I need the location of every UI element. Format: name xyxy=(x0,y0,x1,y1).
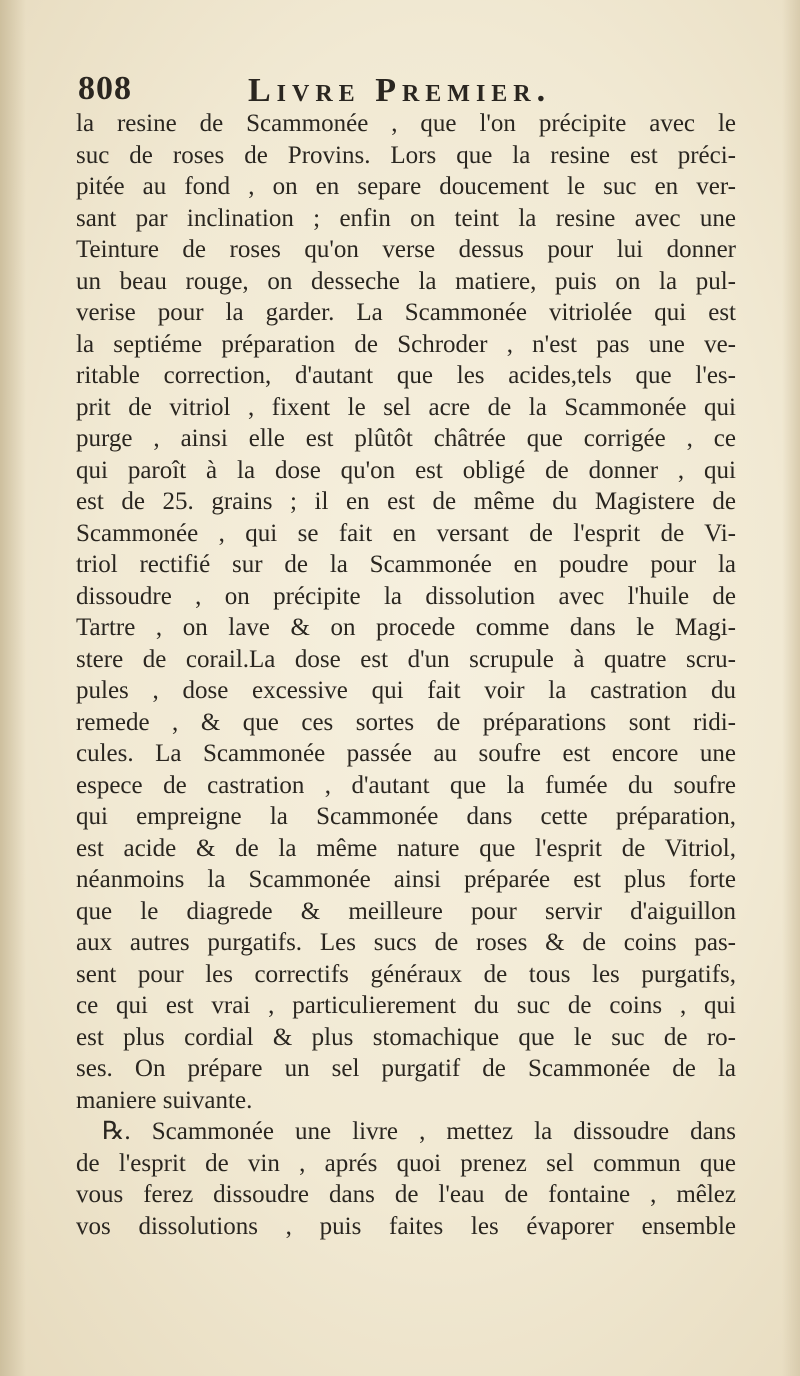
text-line: maniere suivante. xyxy=(76,1086,253,1114)
text-line: Tartre , on lave & on procede comme dans le Magi- xyxy=(76,614,736,641)
text-line: de l'esprit de vin , aprés quoi prenez sel commun que xyxy=(76,1149,736,1177)
text-line: Scammonée , qui se fait en versant de l'esprit de Vi- xyxy=(76,519,736,547)
text-line: vous ferez dissoudre dans de l'eau de fontaine , mêlez xyxy=(76,1181,736,1208)
text-line: que le diagrede & meilleure pour servir d'aiguillon xyxy=(76,897,736,925)
text-line: est plus cordial & plus stomachique que le suc de ro- xyxy=(76,1023,736,1051)
text-line: ses. On prépare un sel purgatif de Scammonée de la xyxy=(76,1055,736,1082)
text-line: cules. La Scammonée passée au soufre est encore une xyxy=(76,740,736,767)
text-line: sant par inclination ; enfin on teint la resine avec une xyxy=(76,204,736,232)
page-header xyxy=(78,64,738,108)
text-line: aux autres purgatifs. Les sucs de roses & de coins pas- xyxy=(76,929,736,956)
recipe-line: ℞. Scammonée une livre , mettez la dissoudre dans xyxy=(102,1118,736,1145)
text-line: ce qui est vrai , particulierement du suc de coins , qui xyxy=(76,992,736,1019)
text-line: vos dissolutions , puis faites les évaporer ensemble xyxy=(76,1212,736,1240)
text-line: prit de vitriol , fixent le sel acre de la Scammonée qui xyxy=(76,393,736,421)
text-line: est acide & de la même nature que l'esprit de Vitriol, xyxy=(76,834,736,862)
text-line: ritable correction, d'autant que les acides,tels que l'es- xyxy=(76,362,736,389)
text-line: triol rectifié sur de la Scammonée en poudre pour la xyxy=(76,551,736,578)
text-line: la septiéme préparation de Schroder , n'est pas une ve- xyxy=(76,330,736,358)
text-line: pitée au fond , on en separe doucement le suc en ver- xyxy=(76,173,736,200)
text-line: la resine de Scammonée , que l'on précipite avec le xyxy=(76,110,736,137)
text-line: qui paroît à la dose qu'on est obligé de donner , qui xyxy=(76,456,736,484)
text-line: stere de corail.La dose est d'un scrupule à quatre scru- xyxy=(76,645,736,673)
text-line: remede , & que ces sortes de préparations sont ridi- xyxy=(76,708,736,736)
text-line: néanmoins la Scammonée ainsi préparée est plus forte xyxy=(76,866,736,893)
text-line: Teinture de roses qu'on verse dessus pour lui donner xyxy=(76,236,736,263)
body-text xyxy=(76,108,736,1242)
running-head: Livre Premier. xyxy=(248,72,552,109)
text-line: un beau rouge, on desseche la matiere, puis on la pul- xyxy=(76,267,736,295)
text-line: espece de castration , d'autant que la fumée du soufre xyxy=(76,771,736,799)
text-line: qui empreigne la Scammonée dans cette préparation, xyxy=(76,803,736,830)
text-line: suc de roses de Provins. Lors que la resine est préci- xyxy=(76,141,736,169)
page-number: 808 xyxy=(78,70,132,107)
text-line: pules , dose excessive qui fait voir la castration du xyxy=(76,677,736,704)
text-line: verise pour la garder. La Scammonée vitriolée qui est xyxy=(76,299,736,326)
text-line: purge , ainsi elle est plûtôt châtrée que corrigée , ce xyxy=(76,425,736,452)
text-line: sent pour les correctifs généraux de tous les purgatifs, xyxy=(76,960,736,988)
text-line: est de 25. grains ; il en est de même du Magistere de xyxy=(76,488,736,515)
text-line: dissoudre , on précipite la dissolution avec l'huile de xyxy=(76,582,736,610)
